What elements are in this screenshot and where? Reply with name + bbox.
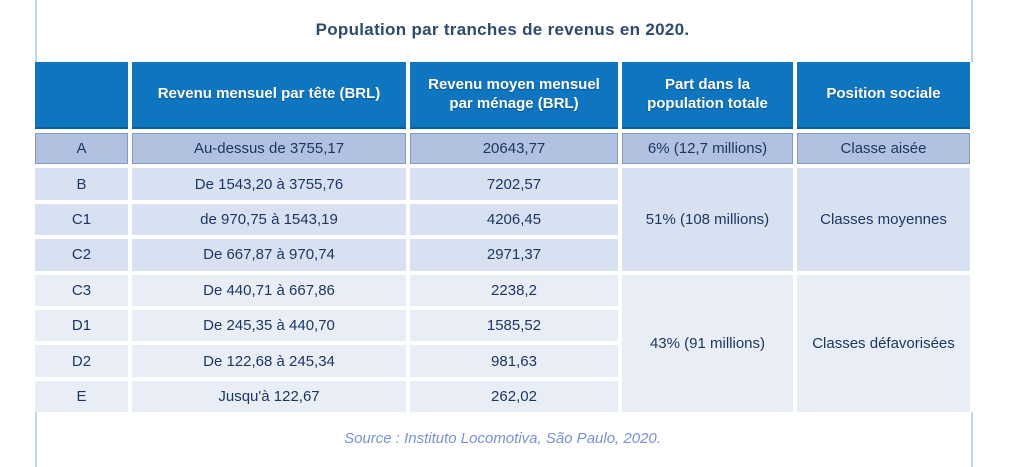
household-income-cell: 1585,52 [410,310,618,341]
household-income-cell: 7202,57 [410,168,618,199]
income-range-cell: de 970,75 à 1543,19 [132,204,406,235]
income-range-cell: De 245,35 à 440,70 [132,310,406,341]
social-position-cell: Classes moyennes [797,168,970,270]
population-share-cell: 6% (12,7 millions) [622,133,793,164]
header-household-income: Revenu moyen mensuel par ménage (BRL) [410,62,618,129]
income-table [35,62,970,412]
header-population-share: Part dans la population totale [622,62,793,129]
household-income-cell: 262,02 [410,381,618,412]
income-range-cell: De 667,87 à 970,74 [132,239,406,270]
class-label-cell: A [35,133,128,164]
income-range-cell: Jusqu'à 122,67 [132,381,406,412]
class-label-cell: D2 [35,345,128,376]
income-range-cell: De 1543,20 à 3755,76 [132,168,406,199]
header-empty-cell [35,62,128,129]
class-label-cell: C2 [35,239,128,270]
income-range-cell: De 122,68 à 245,34 [132,345,406,376]
header-social-position: Position sociale [797,62,970,129]
income-range-cell: De 440,71 à 667,86 [132,275,406,306]
class-label-cell: E [35,381,128,412]
household-income-cell: 2971,37 [410,239,618,270]
header-income-per-capita: Revenu mensuel par tête (BRL) [132,62,406,129]
social-position-cell: Classes défavorisées [797,275,970,413]
population-share-cell: 51% (108 millions) [622,168,793,270]
household-income-cell: 981,63 [410,345,618,376]
population-share-cell: 43% (91 millions) [622,275,793,413]
household-income-cell: 20643,77 [410,133,618,164]
household-income-cell: 4206,45 [410,204,618,235]
source-caption: Source : Instituto Locomotiva, São Paulo, 2020. [344,430,661,447]
social-position-cell: Classe aisée [797,133,970,164]
class-label-cell: C1 [35,204,128,235]
class-label-cell: C3 [35,275,128,306]
class-label-cell: D1 [35,310,128,341]
class-label-cell: B [35,168,128,199]
table-title: Population par tranches de revenus en 2020. [315,20,690,39]
frame-line-bottom-right [971,412,973,467]
household-income-cell: 2238,2 [410,275,618,306]
income-range-cell: Au-dessus de 3755,17 [132,133,406,164]
frame-line-top-right [971,0,973,62]
